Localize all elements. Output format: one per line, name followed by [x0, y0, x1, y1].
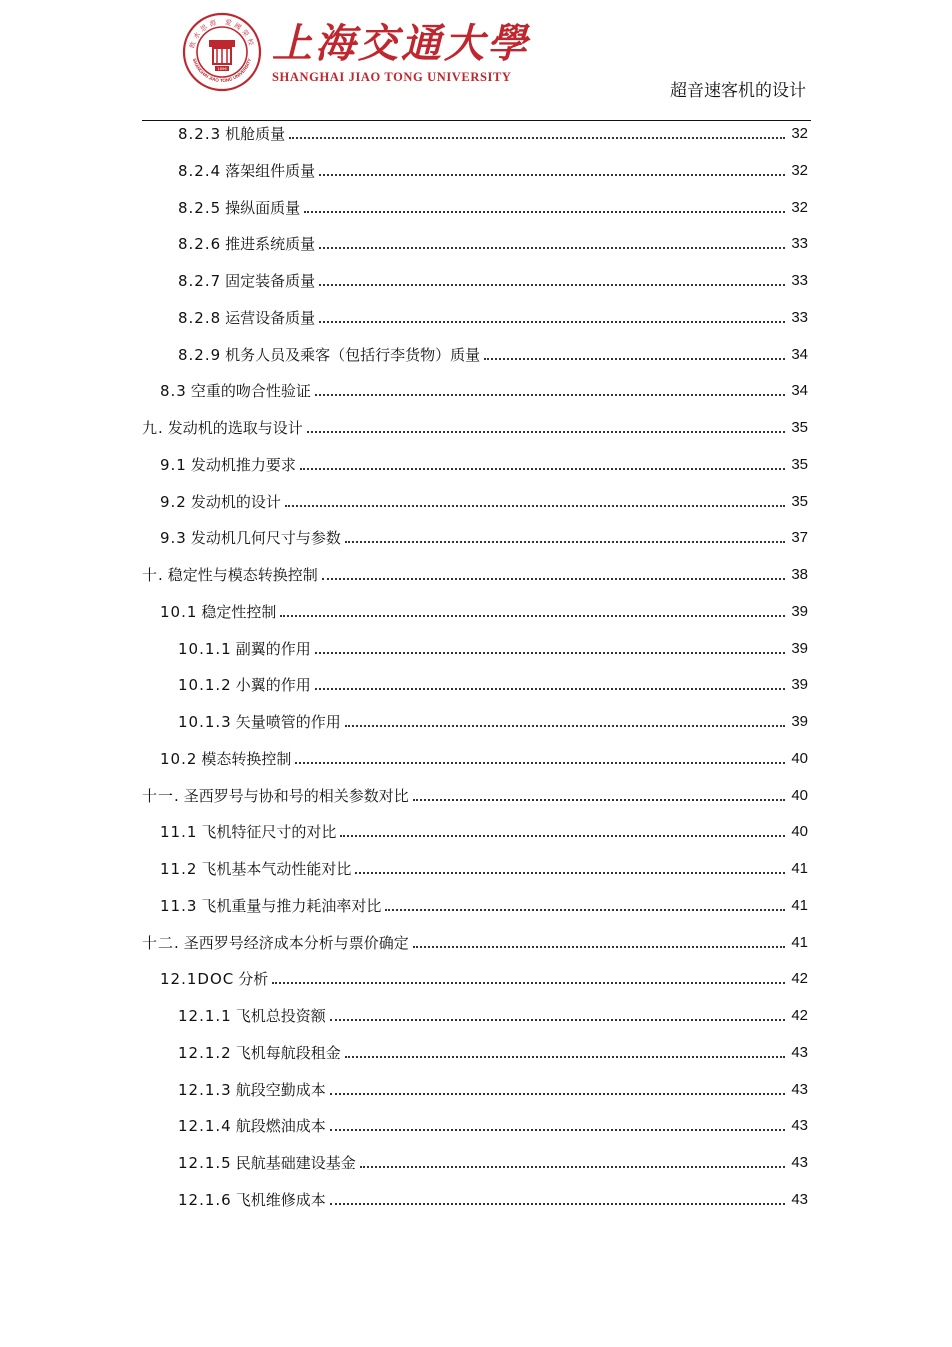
toc-dot-leader — [484, 358, 785, 360]
toc-entry-number: 8.2.6 — [178, 235, 222, 254]
toc-entry[interactable] — [142, 931, 808, 953]
toc-entry[interactable] — [178, 1041, 808, 1063]
toc-entry-title: 发动机几何尺寸与参数 — [190, 529, 341, 548]
toc-entry[interactable] — [178, 343, 808, 365]
toc-entry-page: 39 — [791, 602, 808, 620]
toc-entry-page: 42 — [791, 970, 808, 988]
toc-dot-leader — [319, 321, 785, 323]
toc-entry-page: 35 — [791, 492, 808, 510]
toc-entry-number: 九. — [142, 419, 164, 437]
toc-entry-title: 发动机的设计 — [190, 492, 281, 511]
toc-entry-page: 40 — [791, 749, 808, 767]
toc-entry-number: 12.1DOC — [160, 970, 235, 989]
toc-entry-number: 8.2.3 — [178, 125, 222, 143]
toc-entry-title: 稳定性控制 — [201, 602, 277, 621]
toc-entry-number: 12.1.1 — [178, 1007, 232, 1025]
toc-entry[interactable] — [178, 1114, 808, 1136]
toc-entry[interactable] — [142, 416, 808, 438]
toc-entry-page: 43 — [791, 1043, 808, 1061]
university-name-cn: 上海交通大學 — [272, 20, 530, 67]
toc-entry[interactable] — [160, 600, 808, 622]
document-title: 超音速客机的设计 — [670, 81, 806, 101]
toc-dot-leader — [330, 1129, 785, 1131]
toc-entry-title: 空重的吻合性验证 — [190, 382, 311, 401]
toc-entry-title: 模态转换控制 — [201, 749, 292, 768]
toc-dot-leader — [385, 909, 785, 911]
toc-entry[interactable] — [142, 563, 808, 585]
toc-entry-page: 39 — [791, 676, 808, 694]
toc-entry[interactable] — [160, 857, 808, 879]
toc-entry-page: 42 — [791, 1007, 808, 1024]
toc-dot-leader — [280, 615, 785, 617]
toc-dot-leader — [304, 211, 785, 213]
toc-entry-title: 飞机重量与推力耗油率对比 — [201, 896, 382, 915]
toc-entry-title: 飞机基本气动性能对比 — [201, 860, 352, 878]
toc-entry-number: 11.2 — [160, 860, 198, 878]
toc-entry-page: 38 — [791, 566, 808, 583]
toc-entry[interactable] — [178, 306, 808, 328]
toc-dot-leader — [345, 541, 785, 543]
toc-entry-title: 民航基础建设基金 — [235, 1154, 356, 1172]
toc-entry-page: 39 — [791, 639, 808, 657]
toc-dot-leader — [413, 946, 785, 948]
toc-entry[interactable] — [160, 747, 808, 769]
toc-entry[interactable] — [178, 710, 808, 732]
toc-dot-leader — [360, 1166, 785, 1168]
toc-entry-title: 操纵面质量 — [225, 198, 301, 217]
toc-dot-leader — [315, 688, 785, 690]
toc-entry-number: 十一. — [142, 786, 180, 805]
toc-entry[interactable] — [178, 269, 808, 291]
svg-text:1896: 1896 — [217, 66, 227, 71]
toc-entry-number: 8.2.8 — [178, 308, 222, 327]
toc-entry-number: 11.3 — [160, 896, 198, 915]
toc-entry-title: 推进系统质量 — [225, 235, 316, 254]
toc-dot-leader — [322, 578, 785, 580]
header-divider — [142, 120, 811, 121]
toc-entry-number: 12.1.2 — [178, 1043, 232, 1062]
toc-entry[interactable] — [178, 1078, 808, 1100]
toc-entry[interactable] — [178, 1004, 808, 1026]
toc-entry[interactable] — [178, 1151, 808, 1173]
toc-entry-title: 飞机维修成本 — [235, 1190, 326, 1209]
toc-entry-page: 32 — [791, 125, 808, 142]
toc-entry-page: 40 — [791, 786, 808, 804]
toc-entry-title: 航段燃油成本 — [235, 1117, 326, 1136]
toc-entry-page: 43 — [791, 1080, 808, 1098]
toc-entry-title: 飞机特征尺寸的对比 — [201, 823, 337, 842]
toc-entry-number: 10.2 — [160, 749, 198, 768]
toc-dot-leader — [300, 468, 785, 470]
toc-entry-page: 41 — [791, 933, 808, 951]
toc-entry-page: 35 — [791, 455, 808, 473]
toc-dot-leader — [315, 652, 785, 654]
toc-entry-page: 41 — [791, 896, 808, 914]
toc-entry-title: 机务人员及乘客（包括行李货物）质量 — [225, 345, 481, 364]
toc-entry-number: 12.1.4 — [178, 1117, 232, 1136]
toc-entry-title: 机舱质量 — [225, 125, 286, 143]
toc-entry-number: 十二. — [142, 933, 180, 952]
toc-entry-number: 12.1.3 — [178, 1080, 232, 1099]
toc-dot-leader — [307, 431, 785, 433]
toc-entry[interactable] — [160, 526, 808, 548]
toc-dot-leader — [330, 1093, 785, 1095]
toc-entry-page: 37 — [791, 529, 808, 547]
toc-dot-leader — [319, 247, 785, 249]
toc-entry[interactable] — [160, 379, 808, 401]
svg-text:SHANGHAI JIAO TONG UNIVERSITY: SHANGHAI JIAO TONG UNIVERSITY — [191, 57, 253, 84]
toc-dot-leader — [340, 835, 785, 837]
toc-entry-page: 35 — [791, 419, 808, 436]
toc-entry[interactable] — [178, 196, 808, 218]
toc-entry-number: 9.1 — [160, 455, 187, 474]
toc-entry-page: 34 — [791, 345, 808, 363]
toc-dot-leader — [413, 799, 785, 801]
toc-entry-number: 10.1 — [160, 602, 198, 621]
toc-entry-title: 发动机推力要求 — [190, 455, 296, 474]
toc-entry-title: 副翼的作用 — [235, 639, 311, 658]
toc-entry-title: 稳定性与模态转换控制 — [167, 566, 318, 584]
toc-dot-leader — [330, 1203, 785, 1205]
toc-entry-page: 32 — [791, 198, 808, 216]
toc-entry-title: 小翼的作用 — [235, 676, 311, 695]
toc-entry-title: 落架组件质量 — [225, 161, 316, 180]
toc-entry-number: 8.2.5 — [178, 198, 222, 217]
toc-entry[interactable] — [160, 453, 808, 475]
toc-entry-number: 8.2.4 — [178, 161, 222, 180]
toc-entry-page: 43 — [791, 1154, 808, 1171]
university-name-en: SHANGHAI JIAO TONG UNIVERSITY — [272, 70, 512, 84]
toc-entry-title: 分析 — [238, 970, 269, 989]
toc-entry-number: 10.1.3 — [178, 713, 232, 731]
toc-entry[interactable] — [142, 784, 808, 806]
toc-entry-page: 33 — [791, 308, 808, 326]
toc-entry[interactable] — [160, 967, 808, 989]
toc-entry[interactable] — [160, 490, 808, 512]
toc-dot-leader — [355, 872, 785, 874]
toc-dot-leader — [319, 284, 785, 286]
toc-dot-leader — [330, 1019, 785, 1021]
toc-entry-number: 9.3 — [160, 529, 187, 548]
toc-entry-number: 8.3 — [160, 382, 187, 401]
university-emblem-icon — [182, 12, 262, 92]
toc-entry-title: 发动机的选取与设计 — [167, 419, 303, 437]
toc-entry-title: 圣西罗号经济成本分析与票价确定 — [183, 933, 409, 952]
toc-entry-page: 39 — [791, 713, 808, 730]
toc-dot-leader — [345, 1056, 785, 1058]
toc-entry-number: 10.1.2 — [178, 676, 232, 695]
toc-entry[interactable] — [178, 1188, 808, 1210]
toc-dot-leader — [285, 505, 785, 507]
toc-dot-leader — [289, 137, 785, 139]
toc-entry-title: 圣西罗号与协和号的相关参数对比 — [183, 786, 409, 805]
toc-entry-title: 航段空勤成本 — [235, 1080, 326, 1099]
toc-entry-page: 33 — [791, 235, 808, 253]
toc-entry[interactable] — [178, 159, 808, 181]
page-header — [0, 0, 952, 124]
toc-entry-number: 十. — [142, 566, 164, 584]
toc-entry-page: 40 — [791, 823, 808, 841]
toc-entry-number: 11.1 — [160, 823, 198, 842]
toc-dot-leader — [319, 174, 785, 176]
svg-text:飲水思源 愛國榮校: 飲水思源 愛國榮校 — [188, 17, 256, 50]
toc-entry-number: 8.2.7 — [178, 272, 222, 290]
toc-entry[interactable] — [178, 232, 808, 254]
toc-entry[interactable] — [160, 820, 808, 842]
toc-entry[interactable] — [178, 637, 808, 659]
toc-entry-page: 41 — [791, 860, 808, 877]
toc-entry-page: 43 — [791, 1117, 808, 1135]
toc-entry-number: 10.1.1 — [178, 639, 232, 658]
toc-entry[interactable] — [178, 122, 808, 144]
toc-dot-leader — [295, 762, 785, 764]
toc-entry[interactable] — [178, 673, 808, 695]
toc-entry-page: 32 — [791, 161, 808, 179]
toc-entry-title: 运营设备质量 — [225, 308, 316, 327]
toc-entry-number: 8.2.9 — [178, 345, 222, 364]
toc-entry-title: 飞机总投资额 — [235, 1007, 326, 1025]
toc-entry-title: 固定装备质量 — [225, 272, 316, 290]
toc-entry-title: 矢量喷管的作用 — [235, 713, 341, 731]
toc-entry-number: 12.1.6 — [178, 1190, 232, 1209]
toc-entry-number: 9.2 — [160, 492, 187, 511]
toc-entry-page: 33 — [791, 272, 808, 289]
toc-entry-page: 43 — [791, 1190, 808, 1208]
toc-entry-number: 12.1.5 — [178, 1154, 232, 1172]
toc-entry-page: 34 — [791, 382, 808, 400]
toc-entry[interactable] — [160, 894, 808, 916]
toc-dot-leader — [345, 725, 785, 727]
toc-dot-leader — [272, 982, 785, 984]
toc-dot-leader — [315, 394, 785, 396]
toc-entry-title: 飞机每航段租金 — [235, 1043, 341, 1062]
